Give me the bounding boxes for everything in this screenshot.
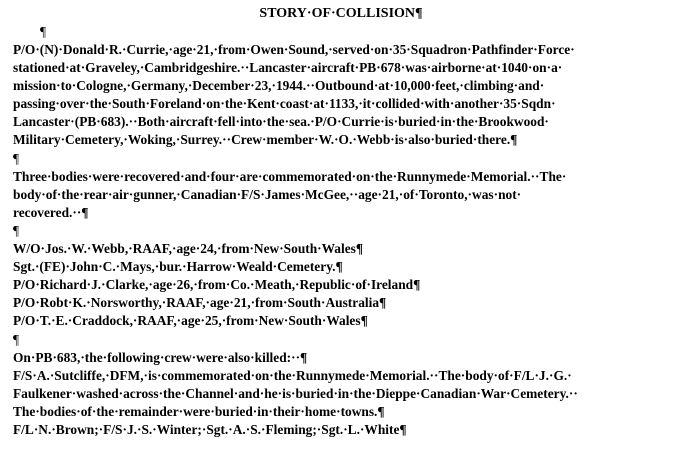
crew-entry: P/O·Richard·J.·Clarke,·age·26,·from·Co.·Meath,·Republic·of·Ireland¶ bbox=[13, 277, 421, 293]
text-line: P/O·(N)·Donald·R.·Currie,·age·21,·from·Owen·Sound,·served·on·35·Squadron·Pathfinder·Force· bbox=[13, 42, 575, 57]
crew-entry: W/O·Jos.·W.·Webb,·RAAF,·age·24,·from·New·South·Wales¶ bbox=[13, 241, 364, 257]
empty-paragraph: ¶ bbox=[13, 331, 20, 347]
text-line: recovered.··¶ bbox=[13, 204, 89, 220]
text-line: Military·Cemetery,·Woking,·Surrey.··Crew·member·W.·O.·Webb·is·also·buried·there.¶ bbox=[13, 132, 518, 148]
text-line: Lancaster·(PB·683).··Both·aircraft·fell·into·the·sea.·P/O·Currie·is·buried·in·the·Brookwood· bbox=[13, 114, 549, 130]
text-line: F/S·A.·Sutcliffe,·DFM,·is·commemorated·on·the·Runnymede·Memorial.··The·body·of·F/L·J.·G.· bbox=[13, 367, 572, 383]
text-line: mission·to·Cologne,·Germany,·December·23,·1944.··Outbound·at·10,000·feet,·climbing·and· bbox=[13, 78, 545, 94]
text-line: stationed·at·Graveley,·Cambridgeshire.··Lancaster·aircraft·PB·678·was·airborne·at·1040·on·a· bbox=[13, 60, 563, 76]
text-line: Three·bodies·were·recovered·and·four·are·commemorated·on·the·Runnymede·Memorial.··The· bbox=[13, 168, 567, 184]
text-line: The·bodies·of·the·remainder·were·buried·in·their·home·towns.¶ bbox=[13, 403, 385, 419]
text-line: Faulkener·washed·across·the·Channel·and·he·is·buried·in·the·Dieppe·Canadian·War·Cemetery.·· bbox=[13, 385, 578, 401]
text-line: On·PB·683,·the·following·crew·were·also·killed:··¶ bbox=[13, 349, 308, 365]
document-title: STORY·OF·COLLISION¶ bbox=[259, 6, 423, 21]
paragraph-mark: ¶ bbox=[40, 24, 47, 39]
text-line: passing·over·the·South·Foreland·on·the·Kent·coast·at·1133,·it·collided·with·another·35·Sqdn· bbox=[13, 96, 556, 112]
empty-paragraph: ¶ bbox=[13, 150, 20, 166]
empty-paragraph: ¶ bbox=[13, 222, 20, 238]
crew-entry: P/O·Robt·K.·Norsworthy,·RAAF,·age·21,·from·South·Australia¶ bbox=[13, 295, 387, 311]
crew-entry: P/O·T.·E.·Craddock,·RAAF,·age·25,·from·New·South·Wales¶ bbox=[13, 313, 368, 329]
crew-entry: Sgt.·(FE)·John·C.·Mays,·bur.·Harrow·Weald·Cemetery.¶ bbox=[13, 259, 343, 275]
document-body bbox=[13, 41, 677, 439]
text-line: body·of·the·rear·air·gunner,·Canadian·F/S·James·McGee,··age·21,·of·Toronto,·was·not· bbox=[13, 186, 522, 202]
text-line: F/L·N.·Brown;·F/S·J.·S.·Winter;·Sgt.·A.·S.·Fleming;·Sgt.·L.·White¶ bbox=[13, 421, 407, 437]
